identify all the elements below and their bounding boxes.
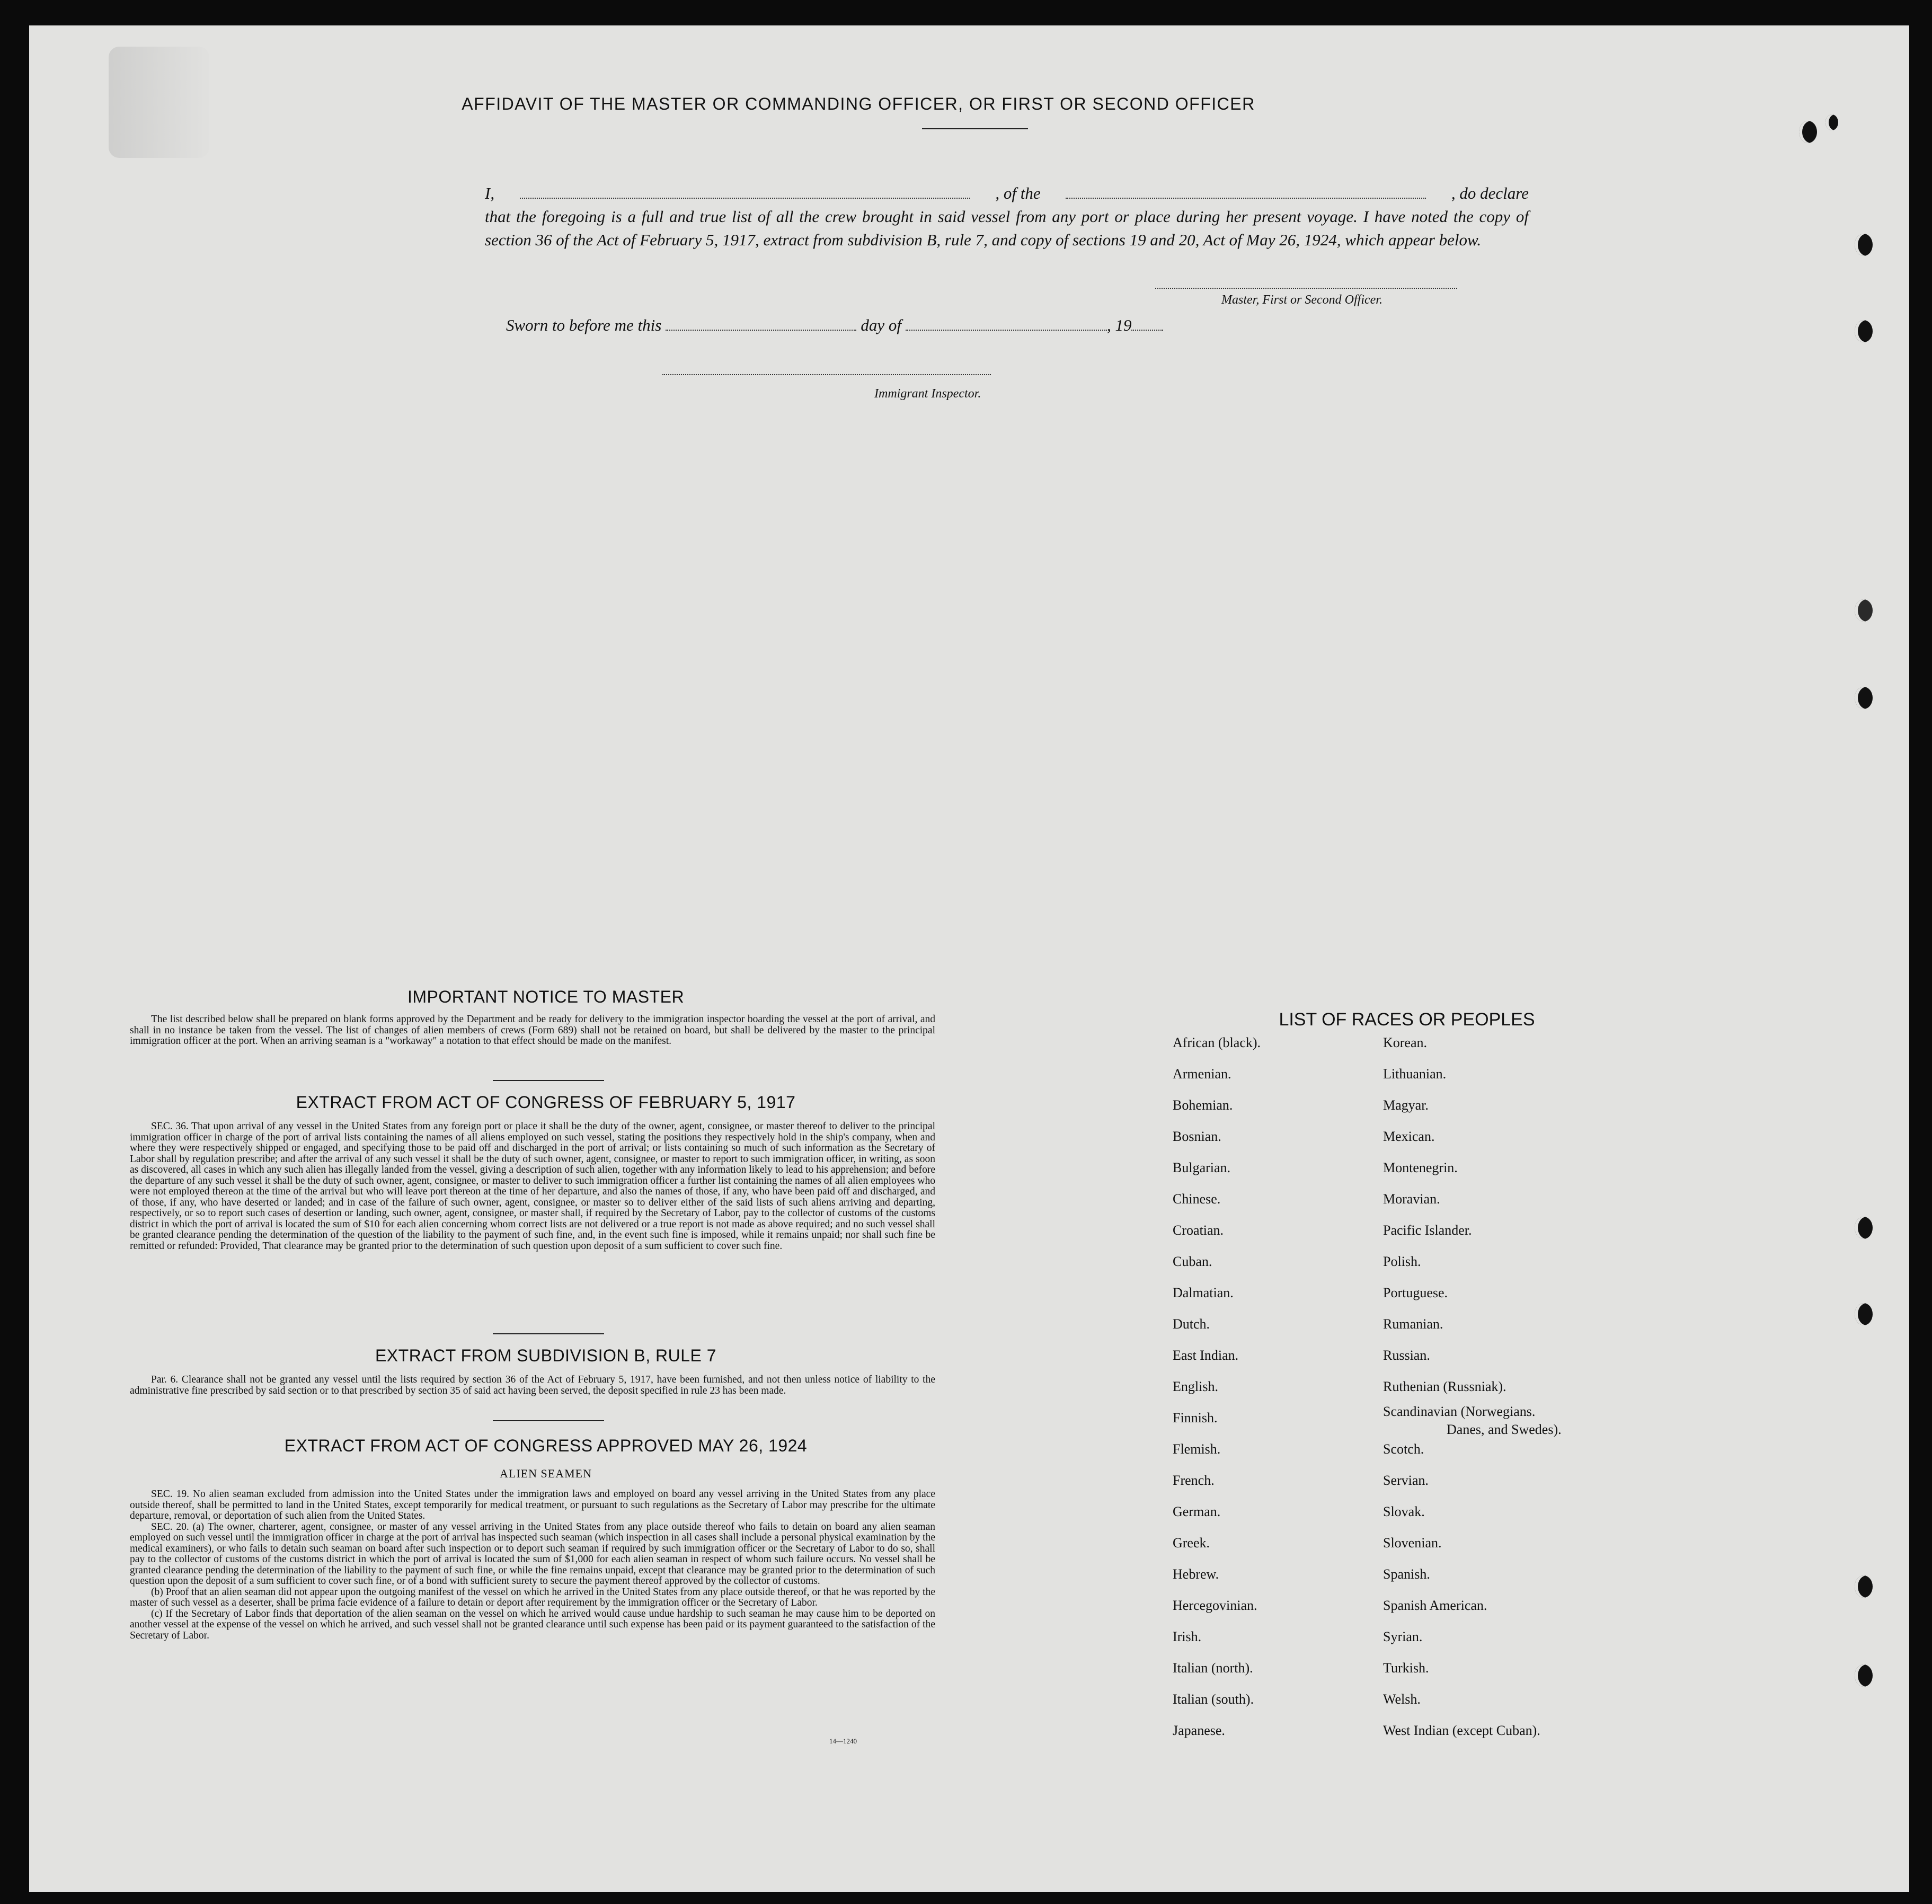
race-item: West Indian (except Cuban).: [1383, 1723, 1540, 1738]
race-item: Bulgarian.: [1173, 1160, 1231, 1175]
race-item: Bohemian.: [1173, 1097, 1233, 1113]
race-item: Flemish.: [1173, 1441, 1221, 1457]
sworn-month-blank[interactable]: [906, 317, 1107, 331]
race-item: French.: [1173, 1473, 1215, 1488]
section-divider: [493, 1080, 604, 1081]
notice-title: IMPORTANT NOTICE TO MASTER: [407, 987, 685, 1006]
document-page: [29, 25, 1909, 1892]
extract-rule7-title: EXTRACT FROM SUBDIVISION B, RULE 7: [375, 1346, 717, 1365]
sworn-year-blank[interactable]: [1131, 317, 1163, 331]
race-item: Welsh.: [1383, 1692, 1421, 1707]
race-item: Slovenian.: [1383, 1535, 1442, 1551]
race-item: Spanish American.: [1383, 1598, 1487, 1613]
sworn-day-blank[interactable]: [666, 317, 856, 331]
race-item: Spanish.: [1383, 1566, 1430, 1582]
master-signature-line[interactable]: [1155, 288, 1457, 289]
race-item: Hebrew.: [1173, 1566, 1219, 1582]
race-item: Russian.: [1383, 1348, 1430, 1363]
notice-text: [130, 1014, 935, 1047]
race-item: Finnish.: [1173, 1410, 1218, 1425]
declaration-i: I,: [485, 184, 495, 202]
race-item: Italian (north).: [1173, 1660, 1253, 1676]
race-item: English.: [1173, 1379, 1218, 1394]
punch-hole: [1855, 234, 1873, 256]
section-divider: [493, 1333, 604, 1334]
races-title: LIST OF RACES OR PEOPLES: [1279, 1009, 1535, 1030]
race-item: Chinese.: [1173, 1191, 1221, 1207]
race-item: Pacific Islander.: [1383, 1223, 1472, 1238]
race-item: Portuguese.: [1383, 1285, 1448, 1300]
title-underline: [922, 128, 1028, 129]
affidavit-title: AFFIDAVIT OF THE MASTER OR COMMANDING OFFICER, OR FIRST OR SECOND OFFICER: [462, 94, 1255, 113]
declaration-do-declare: , do declare: [1451, 184, 1529, 202]
punch-hole: [1825, 114, 1838, 130]
race-item: Bosnian.: [1173, 1129, 1221, 1144]
punch-hole: [1855, 1575, 1873, 1598]
punch-hole: [1855, 1303, 1873, 1325]
punch-hole: [1855, 1217, 1873, 1239]
race-item: Dalmatian.: [1173, 1285, 1234, 1300]
punch-hole: [1799, 121, 1817, 143]
sec-20a-paragraph: SEC. 20. (a) The owner, charterer, agent, consignee, or master of any vessel arriving in the United States from any place outside thereof who fails to detain on board any alien seaman employed on such vessel until the immigration officer in charge at the port of arrival has inspected such seaman (which inspection in all cases shall include a personal physical examination by the medical examiners), or who fails to detain such seaman on board after such inspection or to deport such seaman if required by such immigration officer or the Secretary of Labor to do so, shall pay to the collector of customs of the customs district in which the port of arrival is located the sum of $1,000 for each alien seaman in respect of whom such failure occurs. No vessel shall be granted clearance pending the determination of the liability to the payment of such fine, or while the fine remains unpaid, except that clearance may be granted prior to the determination of such question upon the deposit of a sum sufficient to cover such fine, or of a bond with sufficient surety to secure the payment thereof approved by the collector of customs.: [130, 1521, 935, 1587]
sworn-prefix: Sworn to before me this: [506, 316, 662, 334]
punch-hole: [1855, 1664, 1873, 1687]
section-divider: [493, 1420, 604, 1421]
race-item: Ruthenian (Russniak).: [1383, 1379, 1506, 1394]
race-item: East Indian.: [1173, 1348, 1239, 1363]
race-item: Korean.: [1383, 1035, 1428, 1050]
race-item: Slovak.: [1383, 1504, 1425, 1519]
affidavit-declaration: [485, 182, 1529, 252]
race-item: African (black).: [1173, 1035, 1261, 1050]
race-item: Magyar.: [1383, 1097, 1429, 1113]
alien-seamen-subtitle: ALIEN SEAMEN: [500, 1467, 592, 1480]
race-item: Italian (south).: [1173, 1692, 1254, 1707]
race-item: Turkish.: [1383, 1660, 1429, 1676]
race-item: Japanese.: [1173, 1723, 1225, 1738]
race-item: Cuban.: [1173, 1254, 1212, 1269]
race-item: Armenian.: [1173, 1066, 1231, 1082]
sec-20c-paragraph: (c) If the Secretary of Labor finds that deportation of the alien seaman on the vessel on which he arrived would cause undue hardship to such seaman he may cause him to be deported on another vessel at the expense of the vessel on which he arrived, and such vessel shall not be granted clearance until such expense has been paid or its payment guaranteed to the satisfaction of the Secretary of Labor.: [130, 1608, 935, 1641]
race-item: Servian.: [1383, 1473, 1429, 1488]
extract-1924-text: [130, 1489, 935, 1641]
race-item: Scotch.: [1383, 1441, 1424, 1457]
declaration-of-the: , of the: [995, 184, 1041, 202]
punch-hole: [1855, 599, 1873, 622]
sec-36-paragraph: SEC. 36. That upon arrival of any vessel in the United States from any foreign port or place it shall be the duty of the owner, agent, consignee, or master thereof to deliver to the principal immigration officer in charge of the port of arrival lists containing the names of all aliens employed on such vessel, stating the positions they respectively hold in the ship's company, when and where they were respectively shipped or engaged, and specifying those to be paid off and discharged in the port of arrival; or lists containing so much of such information as the Secretary of Labor shall by regulation prescribe; and after the arrival of any such vessel it shall be the duty of such owner, agent, consignee, or master to report to such immigration officer, in writing, as soon as discovered, all cases in which any such alien has illegally landed from the vessel, giving a description of such alien, together with any information likely to lead to his apprehension; and before the departure of any such vessel it shall be the duty of such owner, agent, consignee, or master to deliver to such immigration officer a further list containing the names of all alien employees who were not employed thereon at the time of the arrival but who will leave port thereon at the time of her departure, and also the names of those, if any, who have been paid off and discharged, and of those, if any, who have deserted or landed; and in case of the failure of such owner, agent, consignee, or master so to deliver either of the said lists of such aliens arriving and departing, respectively, or so to report such cases of desertion or landing, such owner, agent, consignee, or master shall, if required by the Secretary of Labor, pay to the collector of customs of the customs district in which the port of arrival is located the sum of $10 for each alien concerning whom correct lists are not delivered or a true report is not made as above required; and no such vessel shall be granted clearance pending the determination of the question of the liability to the payment of such fine, and, in the event such fine is imposed, while it remains unpaid; nor shall such fine be remitted or refunded: Provided, That clearance may be granted prior to the determination of such question upon deposit of a sum sufficient to cover such fine.: [130, 1121, 935, 1252]
sworn-line: [506, 316, 1163, 335]
race-item: Croatian.: [1173, 1223, 1224, 1238]
race-item: German.: [1173, 1504, 1221, 1519]
race-item: Rumanian.: [1383, 1316, 1443, 1332]
extract-rule7-text: [130, 1375, 935, 1396]
inspector-signature-line[interactable]: [662, 374, 991, 375]
race-item: Hercegovinian.: [1173, 1598, 1257, 1613]
race-item: Moravian.: [1383, 1191, 1440, 1207]
race-item: Lithuanian.: [1383, 1066, 1447, 1082]
punch-hole: [1855, 687, 1873, 709]
punch-hole: [1855, 320, 1873, 342]
race-item: Dutch.: [1173, 1316, 1210, 1332]
extract-1924-title: EXTRACT FROM ACT OF CONGRESS APPROVED MAY 26, 1924: [284, 1436, 808, 1455]
race-item: Mexican.: [1383, 1129, 1435, 1144]
par-6-paragraph: Par. 6. Clearance shall not be granted any vessel until the lists required by section 36 of the Act of February 5, 1917, have been furnished, and not then unless notice of liability to the administrative fine prescribed by said section or to that prescribed by section 35 of said act having been served, the deposit specified in rule 23 has been made.: [130, 1374, 935, 1396]
race-item-continuation: Danes, and Swedes).: [1447, 1422, 1562, 1437]
race-item: Irish.: [1173, 1629, 1202, 1644]
inspector-signature-label: Immigrant Inspector.: [874, 387, 981, 401]
sworn-day-of: day of: [861, 316, 901, 334]
race-item: Scandinavian (Norwegians.: [1383, 1404, 1536, 1419]
extract-1917-title: EXTRACT FROM ACT OF CONGRESS OF FEBRUARY 5, 1917: [296, 1093, 796, 1112]
race-item: Greek.: [1173, 1535, 1210, 1551]
vessel-blank[interactable]: [1066, 185, 1426, 199]
race-item: Montenegrin.: [1383, 1160, 1458, 1175]
sec-19-paragraph: SEC. 19. No alien seaman excluded from admission into the United States under the immigration laws and employed on board any vessel arriving in the United States from any place outside thereof, shall be permitted to land in the United States, except temporarily for medical treatment, or pursuant to such regulations as the Secretary of Labor may prescribe for the ultimate departure, removal, or deportation of such alien from the United States.: [130, 1489, 935, 1521]
form-number: 14—1240: [829, 1737, 857, 1745]
sec-20b-paragraph: (b) Proof that an alien seaman did not appear upon the outgoing manifest of the vessel on which he arrived in the United States from any place outside thereof, or that he was reported by the master of such vessel as a deserter, shall be prima facie evidence of a failure to detain or deport after requirement by the immigration officer or the Secretary of Labor.: [130, 1586, 935, 1608]
race-item: Polish.: [1383, 1254, 1421, 1269]
race-item: Syrian.: [1383, 1629, 1423, 1644]
declaration-body: that the foregoing is a full and true list of all the crew brought in said vessel from any port or place during her present voyage. I have noted the copy of section 36 of the Act of February 5, 1917, extract from subdivision B, rule 7, and copy of sections 19 and 20, Act of May 26, 1924, which appear below.: [485, 207, 1529, 249]
sworn-year-prefix: , 19: [1106, 316, 1132, 334]
master-signature-label: Master, First or Second Officer.: [1221, 293, 1382, 307]
extract-1917-text: [130, 1121, 935, 1252]
notice-paragraph: The list described below shall be prepared on blank forms approved by the Department and be ready for delivery to the immigration inspector boarding the vessel at the port of arrival, and shall in no instance be taken from the vessel. The list of changes of alien members of crews (Form 689) shall not be retained on board, but shall be delivered by the master to the principal immigration officer at the port. When an arriving seaman is a "workaway" a notation to that effect should be made on the manifest.: [130, 1014, 935, 1047]
name-blank[interactable]: [520, 185, 970, 199]
